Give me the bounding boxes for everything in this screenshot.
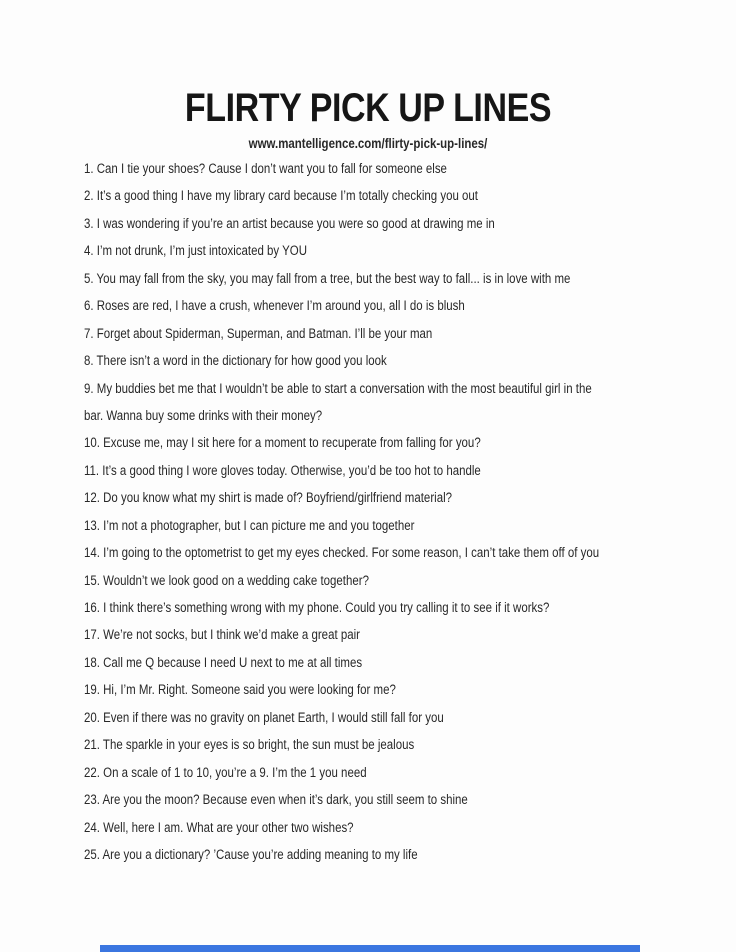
pickup-line: 11. It’s a good thing I wore gloves today. Otherwise, you’d be too hot to handle [84, 462, 481, 478]
pickup-line: 19. Hi, I’m Mr. Right. Someone said you were looking for me? [84, 682, 396, 698]
pickup-line: 12. Do you know what my shirt is made of? Boyfriend/girlfriend material? [84, 490, 453, 506]
pickup-line: 20. Even if there was no gravity on planet Earth, I would still fall for you [84, 709, 444, 725]
pickup-line: 6. Roses are red, I have a crush, whenever I’m around you, all I do is blush [84, 298, 465, 314]
pickup-line: 8. There isn’t a word in the dictionary for how good you look [84, 353, 387, 369]
pickup-lines-list [0, 155, 736, 868]
pickup-line: 18. Call me Q because I need U next to me at all times [84, 654, 363, 670]
pickup-line: 14. I’m going to the optometrist to get my eyes checked. For some reason, I can’t take them off of you [84, 545, 600, 561]
pickup-line: 15. Wouldn’t we look good on a wedding cake together? [84, 572, 369, 588]
pickup-line: 25. Are you a dictionary? ’Cause you’re adding meaning to my life [84, 846, 418, 862]
pickup-line: 2. It’s a good thing I have my library card because I’m totally checking you out [84, 188, 478, 204]
pickup-line: 7. Forget about Spiderman, Superman, and Batman. I’ll be your man [84, 325, 433, 341]
pickup-line: 9. My buddies bet me that I wouldn’t be able to start a conversation with the most beautiful girl in the [84, 380, 592, 396]
pickup-line: 10. Excuse me, may I sit here for a moment to recuperate from falling for you? [84, 435, 481, 451]
pickup-line: 3. I was wondering if you’re an artist because you were so good at drawing me in [84, 215, 495, 231]
pickup-line: 4. I’m not drunk, I’m just intoxicated by YOU [84, 243, 308, 259]
pickup-line: 5. You may fall from the sky, you may fall from a tree, but the best way to fall... is in love with me [84, 270, 571, 286]
pickup-line: 17. We’re not socks, but I think we’d make a great pair [84, 627, 360, 643]
pickup-line: 16. I think there’s something wrong with my phone. Could you try calling it to see if it works? [84, 600, 550, 615]
pickup-line: 23. Are you the moon? Because even when it’s dark, you still seem to shine [84, 792, 468, 808]
pickup-line: 21. The sparkle in your eyes is so bright, the sun must be jealous [84, 737, 415, 753]
bottom-accent-bar [100, 945, 640, 952]
pickup-line: 1. Can I tie your shoes? Cause I don’t want you to fall for someone else [84, 161, 447, 176]
pickup-line: 13. I’m not a photographer, but I can picture me and you together [84, 517, 415, 533]
pickup-line: 24. Well, here I am. What are your other two wishes? [84, 819, 354, 835]
pickup-line: bar. Wanna buy some drinks with their money? [84, 407, 323, 423]
page-title: FLIRTY PICK UP LINES [184, 86, 552, 130]
source-url: www.mantelligence.com/flirty-pick-up-lines/ [248, 136, 488, 151]
pickup-line: 22. On a scale of 1 to 10, you’re a 9. I’m the 1 you need [84, 764, 367, 780]
